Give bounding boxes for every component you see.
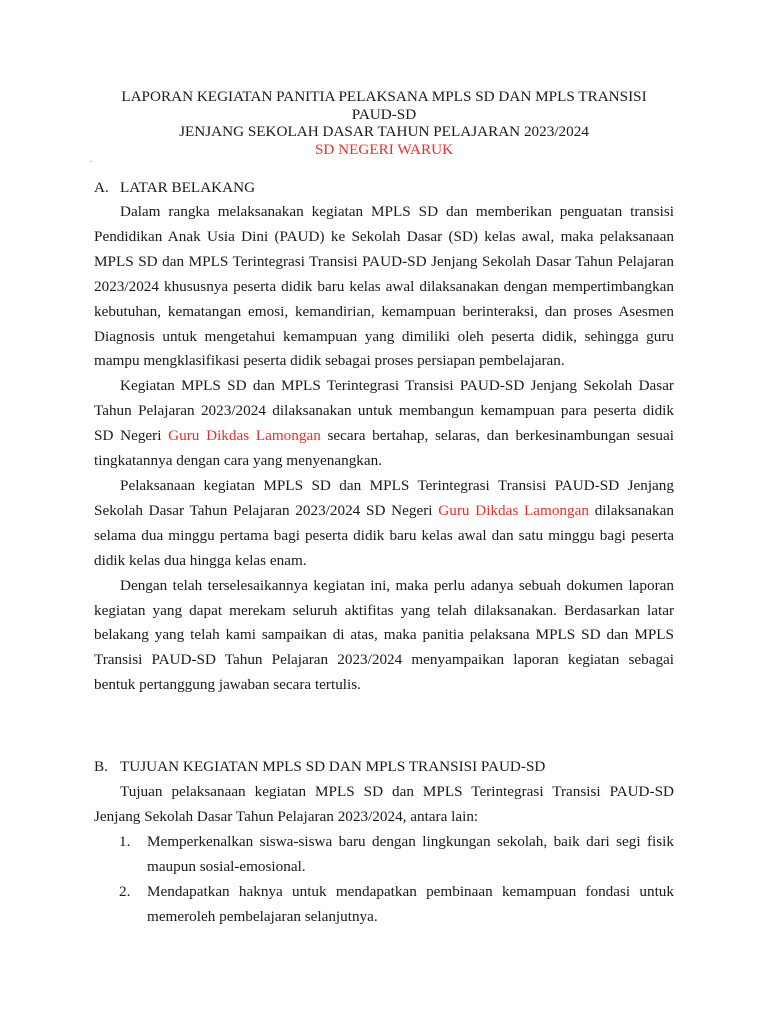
objectives-list bbox=[94, 830, 674, 930]
paragraph-text: secara bertahap, selaras, dan berkesinambungan sesuai tingkatannya dengan cara yang menyenangkan. bbox=[94, 427, 674, 470]
section-b-title: TUJUAN KEGIATAN MPLS SD DAN MPLS TRANSISI PAUD-SD bbox=[120, 758, 546, 775]
list-item-number: 2. bbox=[119, 882, 131, 900]
paragraph-text: Kegiatan MPLS SD dan MPLS Terintegrasi Transisi PAUD-SD Jenjang Sekolah Dasar Tahun Pelajaran 2023/2024 dilaksanakan untuk membangun kemampuan para peserta didik SD Negeri bbox=[94, 377, 674, 445]
list-item-text: Mendapatkan haknya untuk mendapatkan pembinaan kemampuan fondasi untuk memeroleh pembelajaran selanjutnya. bbox=[147, 882, 674, 925]
title-line-3: JENJANG SEKOLAH DASAR TAHUN PELAJARAN 2023/2024 bbox=[179, 123, 589, 141]
list-item-number: 1. bbox=[119, 832, 131, 850]
list-item bbox=[94, 830, 674, 880]
school-name-highlight: Guru Dikdas Lamongan bbox=[168, 427, 321, 445]
title-line-1: LAPORAN KEGIATAN PANITIA PELAKSANA MPLS SD DAN MPLS TRANSISI bbox=[121, 88, 647, 105]
list-item bbox=[94, 880, 674, 930]
section-a-number: A. bbox=[94, 179, 109, 196]
section-a-paragraph-3 bbox=[94, 474, 674, 574]
paragraph-text: dilaksanakan selama dua minggu pertama bagi peserta didik baru kelas awal dan satu minggu bagi peserta didik kelas dua hingga kelas enam. bbox=[94, 501, 674, 569]
section-a-title: LATAR BELAKANG bbox=[120, 179, 256, 196]
section-a-paragraph-2 bbox=[94, 374, 674, 474]
section-a-paragraph-4: Dengan telah terselesaikannya kegiatan ini, maka perlu adanya sebuah dokumen laporan kegiatan yang dapat merekam seluruh aktifitas yang telah dilaksanakan. Berdasarkan latar belakang yang telah kami sampaikan di atas, maka panitia pelaksana MPLS SD dan MPLS Transisi PAUD-SD Tahun Pelajaran 2023/2024 menyampaikan laporan kegiatan sebagai bentuk pertanggung jawaban secara tertulis. bbox=[94, 576, 674, 694]
paragraph-text: Pelaksanaan kegiatan MPLS SD dan MPLS Terintegrasi Transisi PAUD-SD Jenjang Sekolah Dasar Tahun Pelajaran 2023/2024 SD Negeri bbox=[94, 476, 674, 519]
document-title bbox=[94, 88, 674, 158]
school-name-highlight: Guru Dikdas Lamongan bbox=[438, 501, 589, 519]
stray-marker: . bbox=[90, 155, 92, 164]
list-item-text: Memperkenalkan siswa-siswa baru dengan lingkungan sekolah, baik dari segi fisik maupun sosial-emosional. bbox=[147, 832, 674, 875]
title-school-name: SD NEGERI WARUK bbox=[314, 140, 454, 158]
section-b-intro: Tujuan pelaksanaan kegiatan MPLS SD dan MPLS Terintegrasi Transisi PAUD-SD Jenjang Sekolah Dasar Tahun Pelajaran 2023/2024, antara lain: bbox=[94, 783, 674, 825]
section-a-paragraph-1: Dalam rangka melaksanakan kegiatan MPLS SD dan memberikan penguatan transisi Pendidikan Anak Usia Dini (PAUD) ke Sekolah Dasar (SD) kelas awal, maka pelaksanaan MPLS SD dan MPLS Terintegrasi Transisi PAUD-SD Jenjang Sekolah Dasar Tahun Pelajaran 2023/2024 khususnya peserta didik baru kelas awal dilaksanakan dengan mempertimbangkan kebutuhan, kematangan emosi, kemandirian, kemampuan berinteraksi, dan proses Asesmen Diagnosis untuk mengetahui kemampuan yang dimiliki oleh peserta didik, sehingga guru mampu mengklasifikasi peserta didik sebagai proses persiapan pembelajaran. bbox=[94, 203, 674, 370]
section-b-number: B. bbox=[94, 758, 108, 775]
section-b-body bbox=[94, 780, 674, 929]
title-line-2: PAUD-SD bbox=[351, 105, 417, 123]
section-b-heading bbox=[94, 758, 545, 776]
section-a-body bbox=[94, 200, 674, 698]
section-a-heading bbox=[94, 179, 255, 197]
